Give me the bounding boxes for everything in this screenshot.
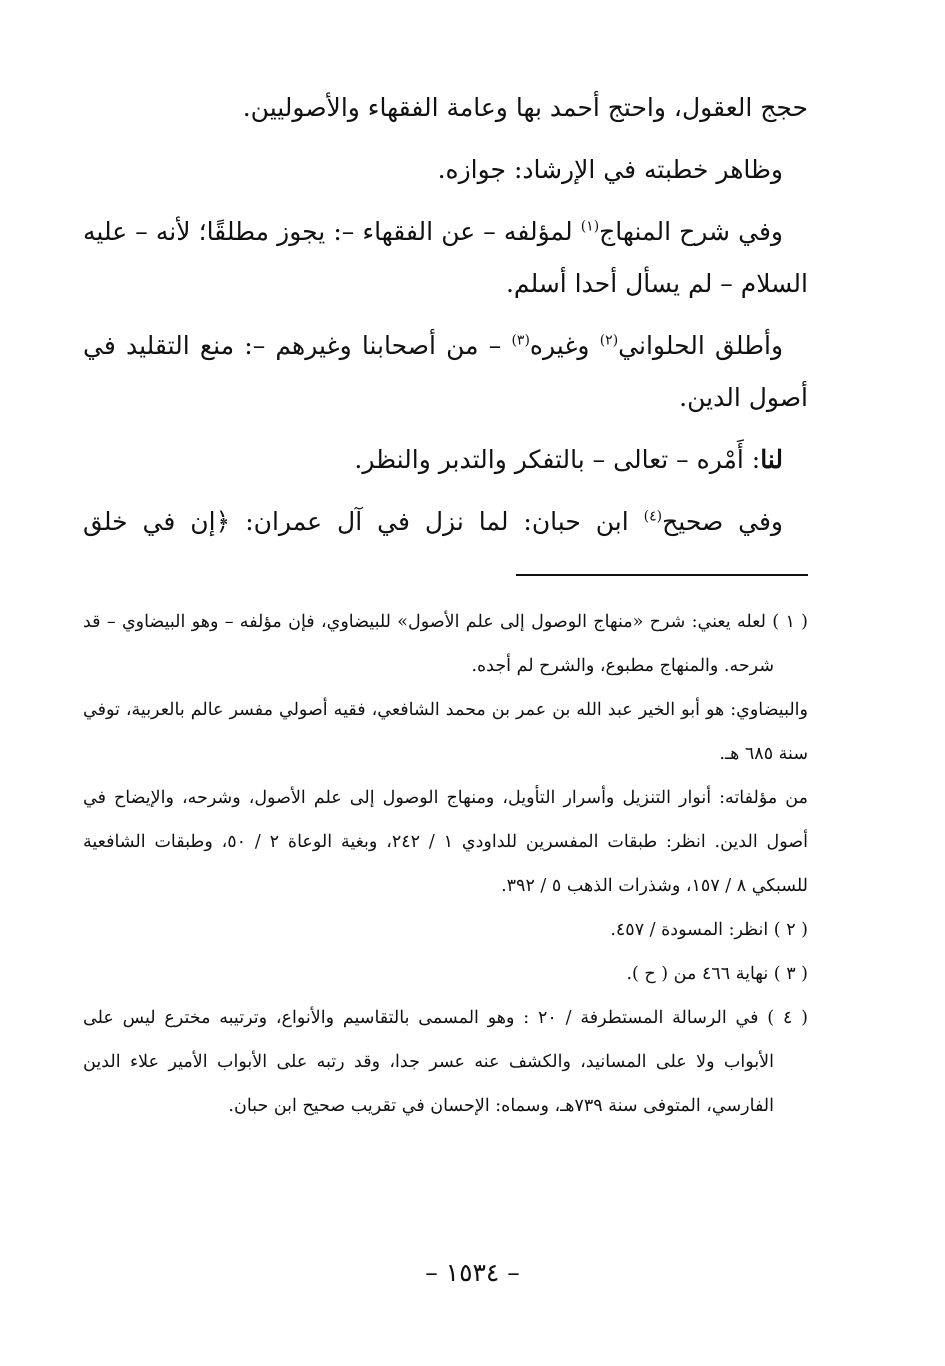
- paragraph-6-rest: ابن حبان: لما نزل في آل عمران: ﴿إن في خلق: [83, 507, 644, 536]
- paragraph-3-start: وفي شرح المنهاج: [599, 217, 783, 246]
- paragraph-3-rest: لمؤلفه – عن الفقهاء –: يجوز مطلقًا؛ لأنه – عليه السلام – لم يسأل أحدا أسلم.: [83, 217, 808, 298]
- page-number: – ١٥٣٤ –: [425, 1258, 520, 1287]
- footnote-ref-2: (٢): [599, 332, 619, 349]
- footnotes: [83, 600, 808, 1128]
- footnote-1: ( ١ ) لعله يعني: شرح «منهاج الوصول إلى علم الأصول» للبيضاوي، فإن مؤلفه – وهو البيضاوي – قد شرحه. والمنهاج مطبوع، والشرح لم أجده.: [83, 612, 808, 676]
- paragraph-3: [83, 206, 808, 310]
- footnote-4: ( ٤ ) في الرسالة المستطرفة / ٢٠ : وهو المسمى بالتقاسيم والأنواع، وترتيبه مخترع ليس على الأبواب ولا على المسانيد، والكشف عنه عسر جدا، وقد رتبه على الأبواب الأمير علاء الدين الفارسي، المتوفى سنة ٧٣٩هـ، وسماه: الإحسان في تقريب صحيح ابن حبان.: [83, 1008, 809, 1116]
- paragraph-5-rest: : أَمْره – تعالى – بالتفكر والتدبر والنظر.: [354, 445, 761, 474]
- paragraph-4-start: وأطلق الحلواني: [618, 331, 784, 360]
- paragraph-1: حجج العقول، واحتج أحمد بها وعامة الفقهاء والأصوليين.: [242, 93, 808, 122]
- footnote-ref-3: (٣): [511, 332, 530, 349]
- paragraph-5: [83, 434, 808, 486]
- footnote-1-biography: والبيضاوي: هو أبو الخير عبد الله بن عمر بن محمد الشافعي، فقيه أصولي مفسر عالم بالعربية، توفي سنة ٦٨٥ هـ.: [83, 700, 808, 764]
- footnote-3: ( ٣ ) نهاية ٤٦٦ من ( ح ).: [626, 964, 808, 984]
- paragraph-5-lead: لنا: [760, 445, 783, 474]
- footnote-separator: [516, 574, 808, 576]
- paragraph-4-rest: – من أصحابنا وغيرهم –: منع التقليد في أصول الدين.: [83, 331, 808, 412]
- footnote-ref-1: (١): [580, 218, 600, 235]
- footnote-ref-4: (٤): [643, 508, 663, 525]
- paragraph-6-start: وفي صحيح: [662, 507, 784, 536]
- paragraph-4: [83, 320, 808, 424]
- footnote-2: ( ٢ ) انظر: المسودة / ٤٥٧.: [610, 920, 808, 940]
- footnote-1-works: من مؤلفاته: أنوار التنزيل وأسرار التأويل، ومنهاج الوصول إلى علم الأصول، وشرحه، والإيضاح في أصول الدين. انظر: طبقات المفسرين للداودي ١ / ٢٤٢، وبغية الوعاة ٢ / ٥٠، وطبقات الشافعية للسبكي ٨ / ١٥٧، وشذرات الذهب ٥ / ٣٩٢.: [83, 788, 808, 896]
- paragraph-4-middle: وغيره: [529, 331, 600, 360]
- paragraph-6: [83, 496, 808, 548]
- main-text: [83, 82, 808, 548]
- paragraph-2: وظاهر خطبته في الإرشاد: جوازه.: [437, 155, 783, 184]
